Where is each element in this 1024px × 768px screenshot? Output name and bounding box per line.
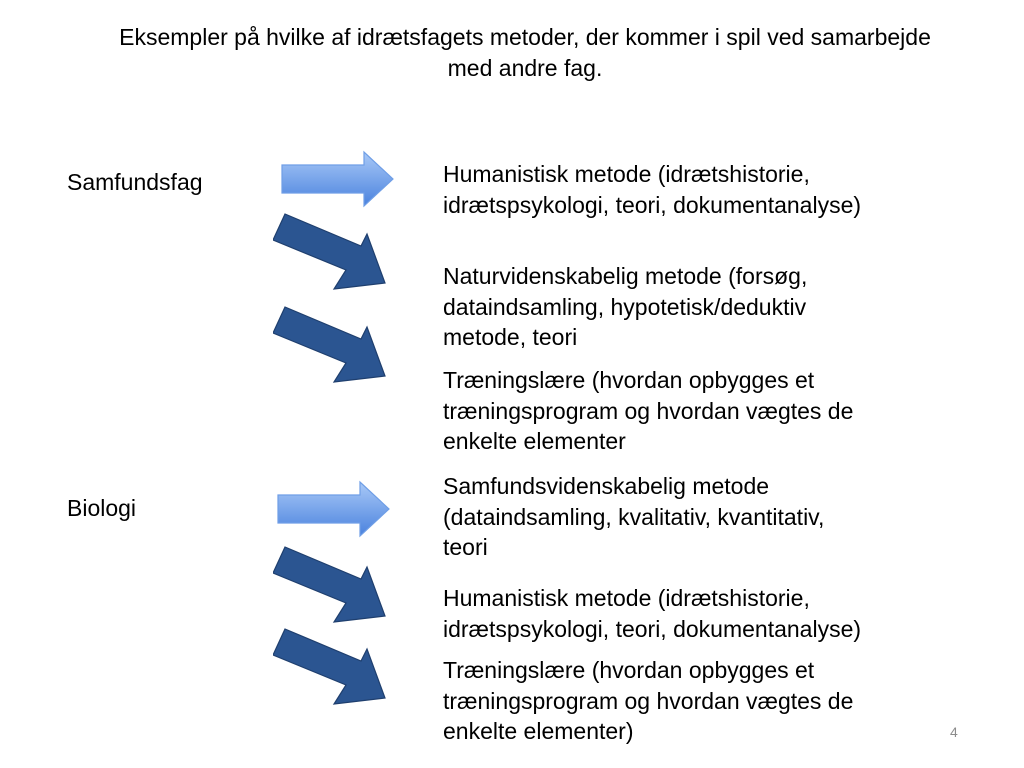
page-number: 4 [950, 724, 958, 740]
subject-biologi: Biologi [67, 495, 137, 521]
method-line: teori [443, 534, 488, 560]
arrow-diagonal-dark-icon [273, 210, 393, 294]
method-humanistisk [443, 159, 943, 220]
arrow-diagonal-dark-icon [273, 625, 393, 709]
method-line: Samfundsvidenskabelig metode [443, 473, 770, 499]
method-traeningslaere [443, 365, 943, 457]
slide-title [60, 22, 990, 84]
method-line: idrætspsykologi, teori, dokumentanalyse) [443, 191, 862, 218]
subject-samfundsfag: Samfundsfag [67, 169, 203, 195]
arrow-right-light-icon [276, 480, 392, 538]
method-line: træningsprogram og hvordan vægtes de [443, 687, 854, 714]
method-naturvidenskabelig [443, 261, 943, 353]
method-line: Træningslære (hvordan opbygges et [443, 657, 815, 683]
method-samfundsvidenskabelig [443, 471, 943, 563]
method-traeningslaere [443, 655, 943, 747]
method-line: dataindsamling, hypotetisk/deduktiv [443, 293, 807, 320]
method-line: Træningslære (hvordan opbygges et [443, 367, 815, 393]
arrow-diagonal-dark-icon [273, 303, 393, 387]
method-line: (dataindsamling, kvalitativ, kvantitativ, [443, 503, 825, 530]
method-line: Naturvidenskabelig metode (forsøg, [443, 263, 808, 289]
method-line: metode, teori [443, 324, 578, 350]
method-line: Humanistisk metode (idrætshistorie, [443, 161, 810, 187]
method-line: Humanistisk metode (idrætshistorie, [443, 585, 810, 611]
arrow-right-light-icon [280, 150, 396, 208]
title-line: med andre fag. [447, 55, 603, 81]
method-line: enkelte elementer) [443, 718, 634, 744]
title-line: Eksempler på hvilke af idrætsfagets metoder, der kommer i spil ved samarbejde [119, 24, 931, 50]
arrow-diagonal-dark-icon [273, 543, 393, 627]
method-line: enkelte elementer [443, 428, 626, 454]
method-line: idrætspsykologi, teori, dokumentanalyse) [443, 615, 862, 642]
method-line: træningsprogram og hvordan vægtes de [443, 397, 854, 424]
method-humanistisk [443, 583, 943, 644]
